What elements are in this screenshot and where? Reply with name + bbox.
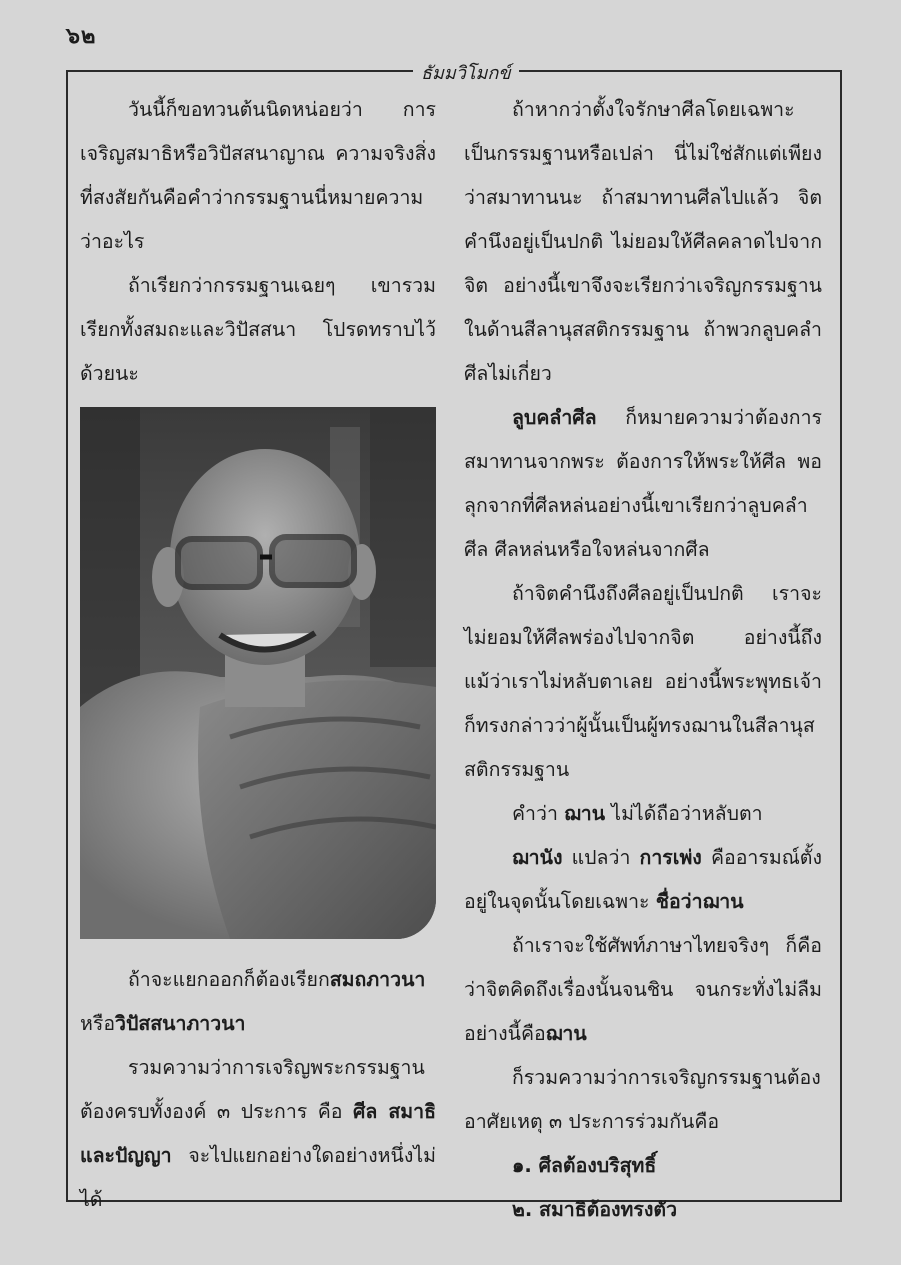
bold-term-chuewachan: ชื่อว่าฌาน [655,890,744,913]
text-run: ถ้าเราจะใช้ศัพท์ภาษาไทยจริงๆ ก็คือว่าจิตคิดถึงเรื่องนั้นจนชิน จนกระทั่งไม่ลืม อย่างนี้คือ [464,934,822,1045]
bold-term-chan: ฌาน [564,802,606,825]
bold-term-vipassana: วิปัสสนาภาวนา [115,1012,246,1035]
left-paragraph-5 [80,1046,436,1222]
list-item-2: ๒. สมาธิต้องทรงตัว [512,1198,678,1221]
left-column-bottom [80,958,436,1222]
monk-portrait-photo [80,407,436,939]
text-run: จะไปแยกอย่างใดอย่างหนึ่งไม่ได้ [80,1144,436,1211]
text-run: แปลว่า [571,846,631,869]
bold-term-chan-2: ฌาน [545,1022,587,1045]
bold-term-kanpeng: การเพ่ง [639,846,702,869]
text-run: คำว่า [512,802,558,825]
bold-term-chanang: ฌานัง [512,846,563,869]
text-run: คืออารมณ์ตั้งอยู่ในจุดนั้นโดยเฉพาะ [464,846,822,913]
right-paragraph-7: ก็รวมความว่าการเจริญกรรมฐานต้องอาศัยเหตุ ๓ ประการร่วมกันคือ [464,1066,821,1133]
bold-term-sila-samadhi-panya: ศีล สมาธิและปัญญา [80,1100,436,1167]
bold-term-samatha: สมถภาวนา [329,968,426,991]
text-run: รวมความว่าการเจริญพระกรรมฐานต้องครบทั้งองค์ ๓ ประการ คือ [80,1056,425,1123]
monk-portrait-illustration [80,407,436,939]
right-column [464,88,822,1232]
text-run: ก็หมายความว่าต้องการสมาทานจากพระ ต้องการให้พระให้ศีล พอลุกจากที่ศีลหล่นอย่างนี้เขาเรียกว่าลูบคลำศีล ศีลหล่นหรือใจหล่นจากศีล [464,406,822,561]
right-paragraph-2 [464,396,822,572]
right-paragraph-4 [464,792,822,836]
right-paragraph-3: ถ้าจิตคำนึงถึงศีลอยู่เป็นปกติ เราจะไม่ยอมให้ศีลพร่องไปจากจิต อย่างนี้ถึงแม้ว่าเราไม่หลับตาเลย อย่างนี้พระพุทธเจ้าก็ทรงกล่าวว่าผู้นั้นเป็นผู้ทรงฌานในสีลานุสสติกรรมฐาน [464,582,822,781]
left-paragraph-2: ถ้าเรียกว่ากรรมฐานเฉยๆ เขารวมเรียกทั้งสมถะและวิปัสสนา โปรดทราบไว้ด้วยนะ [80,274,436,385]
list-item-1: ๑. ศีลต้องบริสุทธิ์ [512,1154,657,1177]
left-paragraph-4 [80,958,436,1046]
running-header-title: ธัมมวิโมกข์ [413,58,519,87]
left-paragraph-1: วันนี้ก็ขอทวนต้นนิดหน่อยว่า การเจริญสมาธิหรือวิปัสสนาญาณ ความจริงสิ่งที่สงสัยกันคือคำว่ากรรมฐานนี่หมายความว่าอะไร [80,98,436,253]
text-run: ไม่ได้ถือว่าหลับตา [611,802,763,825]
page-number: ๖๒ [66,24,97,49]
right-paragraph-1: ถ้าหากว่าตั้งใจรักษาศีลโดยเฉพาะเป็นกรรมฐานหรือเปล่า นี่ไม่ใช่สักแต่เพียงว่าสมาทานนะ ถ้าสมาทานศีลไปแล้ว จิตคำนึงอยู่เป็นปกติ ไม่ยอมให้ศีลคลาดไปจากจิต อย่างนี้เขาจึงจะเรียกว่าเจริญกรรมฐานในด้านสีลานุสสติกรรมฐาน ถ้าพวกลูบคลำศีลไม่เกี่ยว [464,98,822,385]
right-paragraph-6 [464,924,822,1056]
bold-term-lubkhlamsil: ลูบคลำศีล [512,406,597,429]
text-run: ถ้าจะแยกออกก็ต้องเรียก [128,968,330,991]
right-paragraph-5 [464,836,822,924]
text-run: หรือ [80,1012,116,1035]
